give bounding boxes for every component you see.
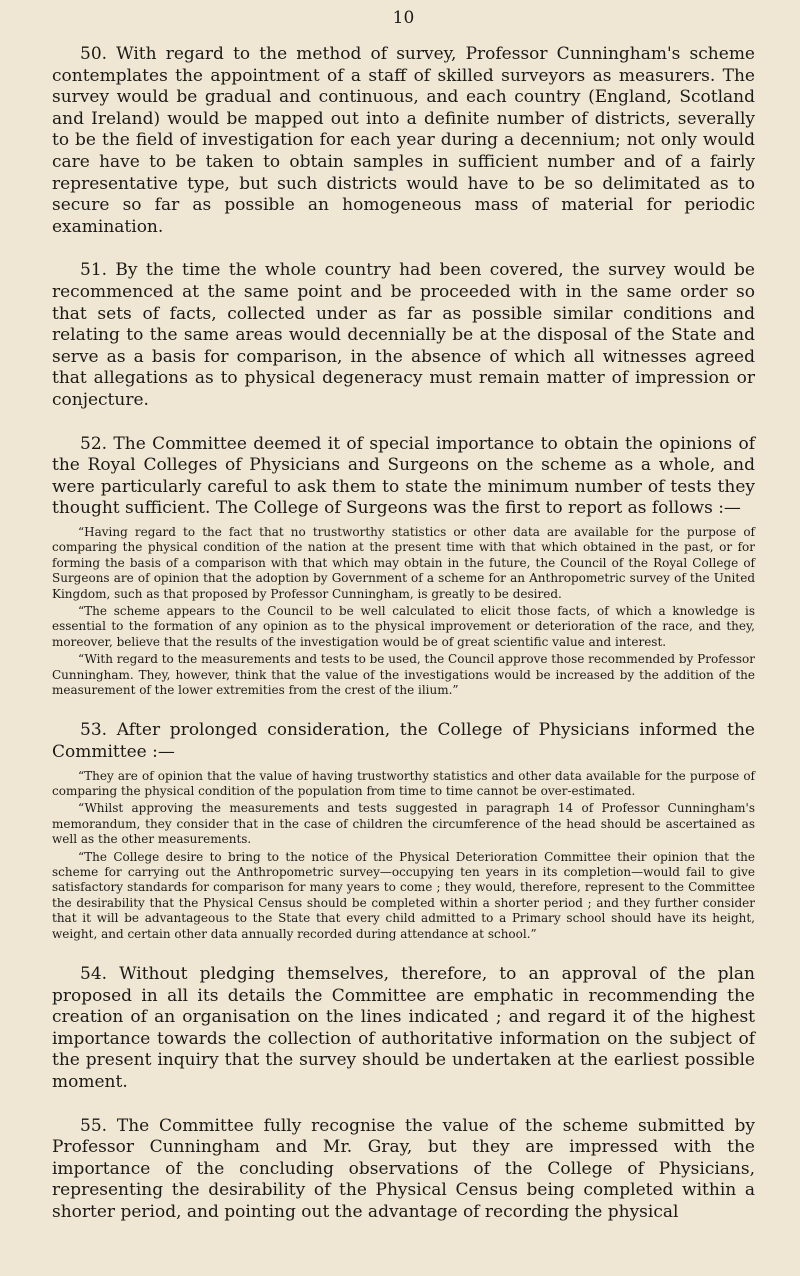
page-number: 10: [392, 8, 415, 28]
paragraph-54: 54. Without pledging themselves, therefore, to an approval of the plan proposed in all its details the Committee are emphatic in recommending the creation of an organisation on the lines indicated ; and regard it of the highest importance towards the collection of authoritative information on the subject of the present inquiry that the survey should be undertaken at the earliest possible moment.: [52, 964, 755, 1092]
physicians-quote-3: “The College desire to bring to the notice of the Physical Deterioration Committee their opinion that the scheme for carrying out the Anthropometric survey—occupying ten years in its completion—would fail to give satisfactory standards for comparison for many years to come ; they would, therefore, represent to the Committee the desirability that the Physical Census should be completed within a shorter period ; and they further consider that it will be advantageous to the State that every child admitted to a Primary school should have its height, weight, and certain other data annually recorded during attendance at school.”: [52, 849, 755, 941]
surgeons-quote-3: “With regard to the measurements and tests to be used, the Council approve those recommended by Professor Cunningham. They, however, think that the value of the investigations would be increased by the addition of the measurement of the lower extremities from the crest of the ilium.”: [52, 652, 755, 697]
paragraph-52: 52. The Committee deemed it of special importance to obtain the opinions of the Royal Colleges of Physicians and Surgeons on the scheme as a whole, and were particularly careful to ask them to state the minimum number of tests they thought sufficient. The College of Surgeons was the first to report as follows :—: [52, 433, 755, 519]
paragraph-55: 55. The Committee fully recognise the value of the scheme submitted by Professor Cunningham and Mr. Gray, but they are impressed with the importance of the concluding observations of the College of Physicians, representing the desirability of the Physical Census being completed within a shorter period, and pointing out the advantage of recording the physical: [52, 1115, 755, 1222]
paragraph-53: 53. After prolonged consideration, the College of Physicians informed the Committee :—: [52, 720, 755, 762]
surgeons-quote-1: “Having regard to the fact that no trustworthy statistics or other data are available for the purpose of comparing the physical condition of the nation at the present time with that which obtained in the past, or for forming the basis of a comparison with that which may obtain in the future, the Council of the Royal College of Surgeons are of opinion that the adoption by Government of a scheme for an Anthropometric survey of the United Kingdom, such as that proposed by Professor Cunningham, is greatly to be desired.: [52, 524, 755, 601]
physicians-quote-2: “Whilst approving the measurements and tests suggested in paragraph 14 of Professor Cunningham's memorandum, they consider that in the case of children the circumference of the head should be ascertained as well as the other measurements.: [52, 801, 755, 847]
paragraph-50: 50. With regard to the method of survey, Professor Cunningham's scheme contemplates the appointment of a staff of skilled surveyors as measurers. The survey would be gradual and continuous, and each country (England, Scotland and Ireland) would be mapped out into a definite number of districts, severally to be the field of investigation for each year during a decennium; not only would care have to be taken to obtain samples in sufficient number and of a fairly representative type, but such districts would have to be so delimitated as to secure so far as possible an homogeneous mass of material for periodic examination.: [52, 44, 755, 237]
paragraph-51: 51. By the time the whole country had been covered, the survey would be recommenced at the same point and be proceeded with in the same order so that sets of facts, collected under as far as possible similar conditions and relating to the same areas would decennially be at the disposal of the State and serve as a basis for comparison, in the absence of which all witnesses agreed that allegations as to physical degeneracy must remain matter of impression or conjecture.: [52, 260, 755, 410]
surgeons-quote-2: “The scheme appears to the Council to be well calculated to elicit those facts, of which a knowledge is essential to the formation of any opinion as to the physical improvement or deterioration of the race, and they, moreover, believe that the results of the investigation would be of great scientific value and interest.: [52, 603, 755, 649]
physicians-quote-1: “They are of opinion that the value of having trustworthy statistics and other data available for the purpose of comparing the physical condition of the population from time to time cannot be over-estimated.: [52, 768, 755, 798]
